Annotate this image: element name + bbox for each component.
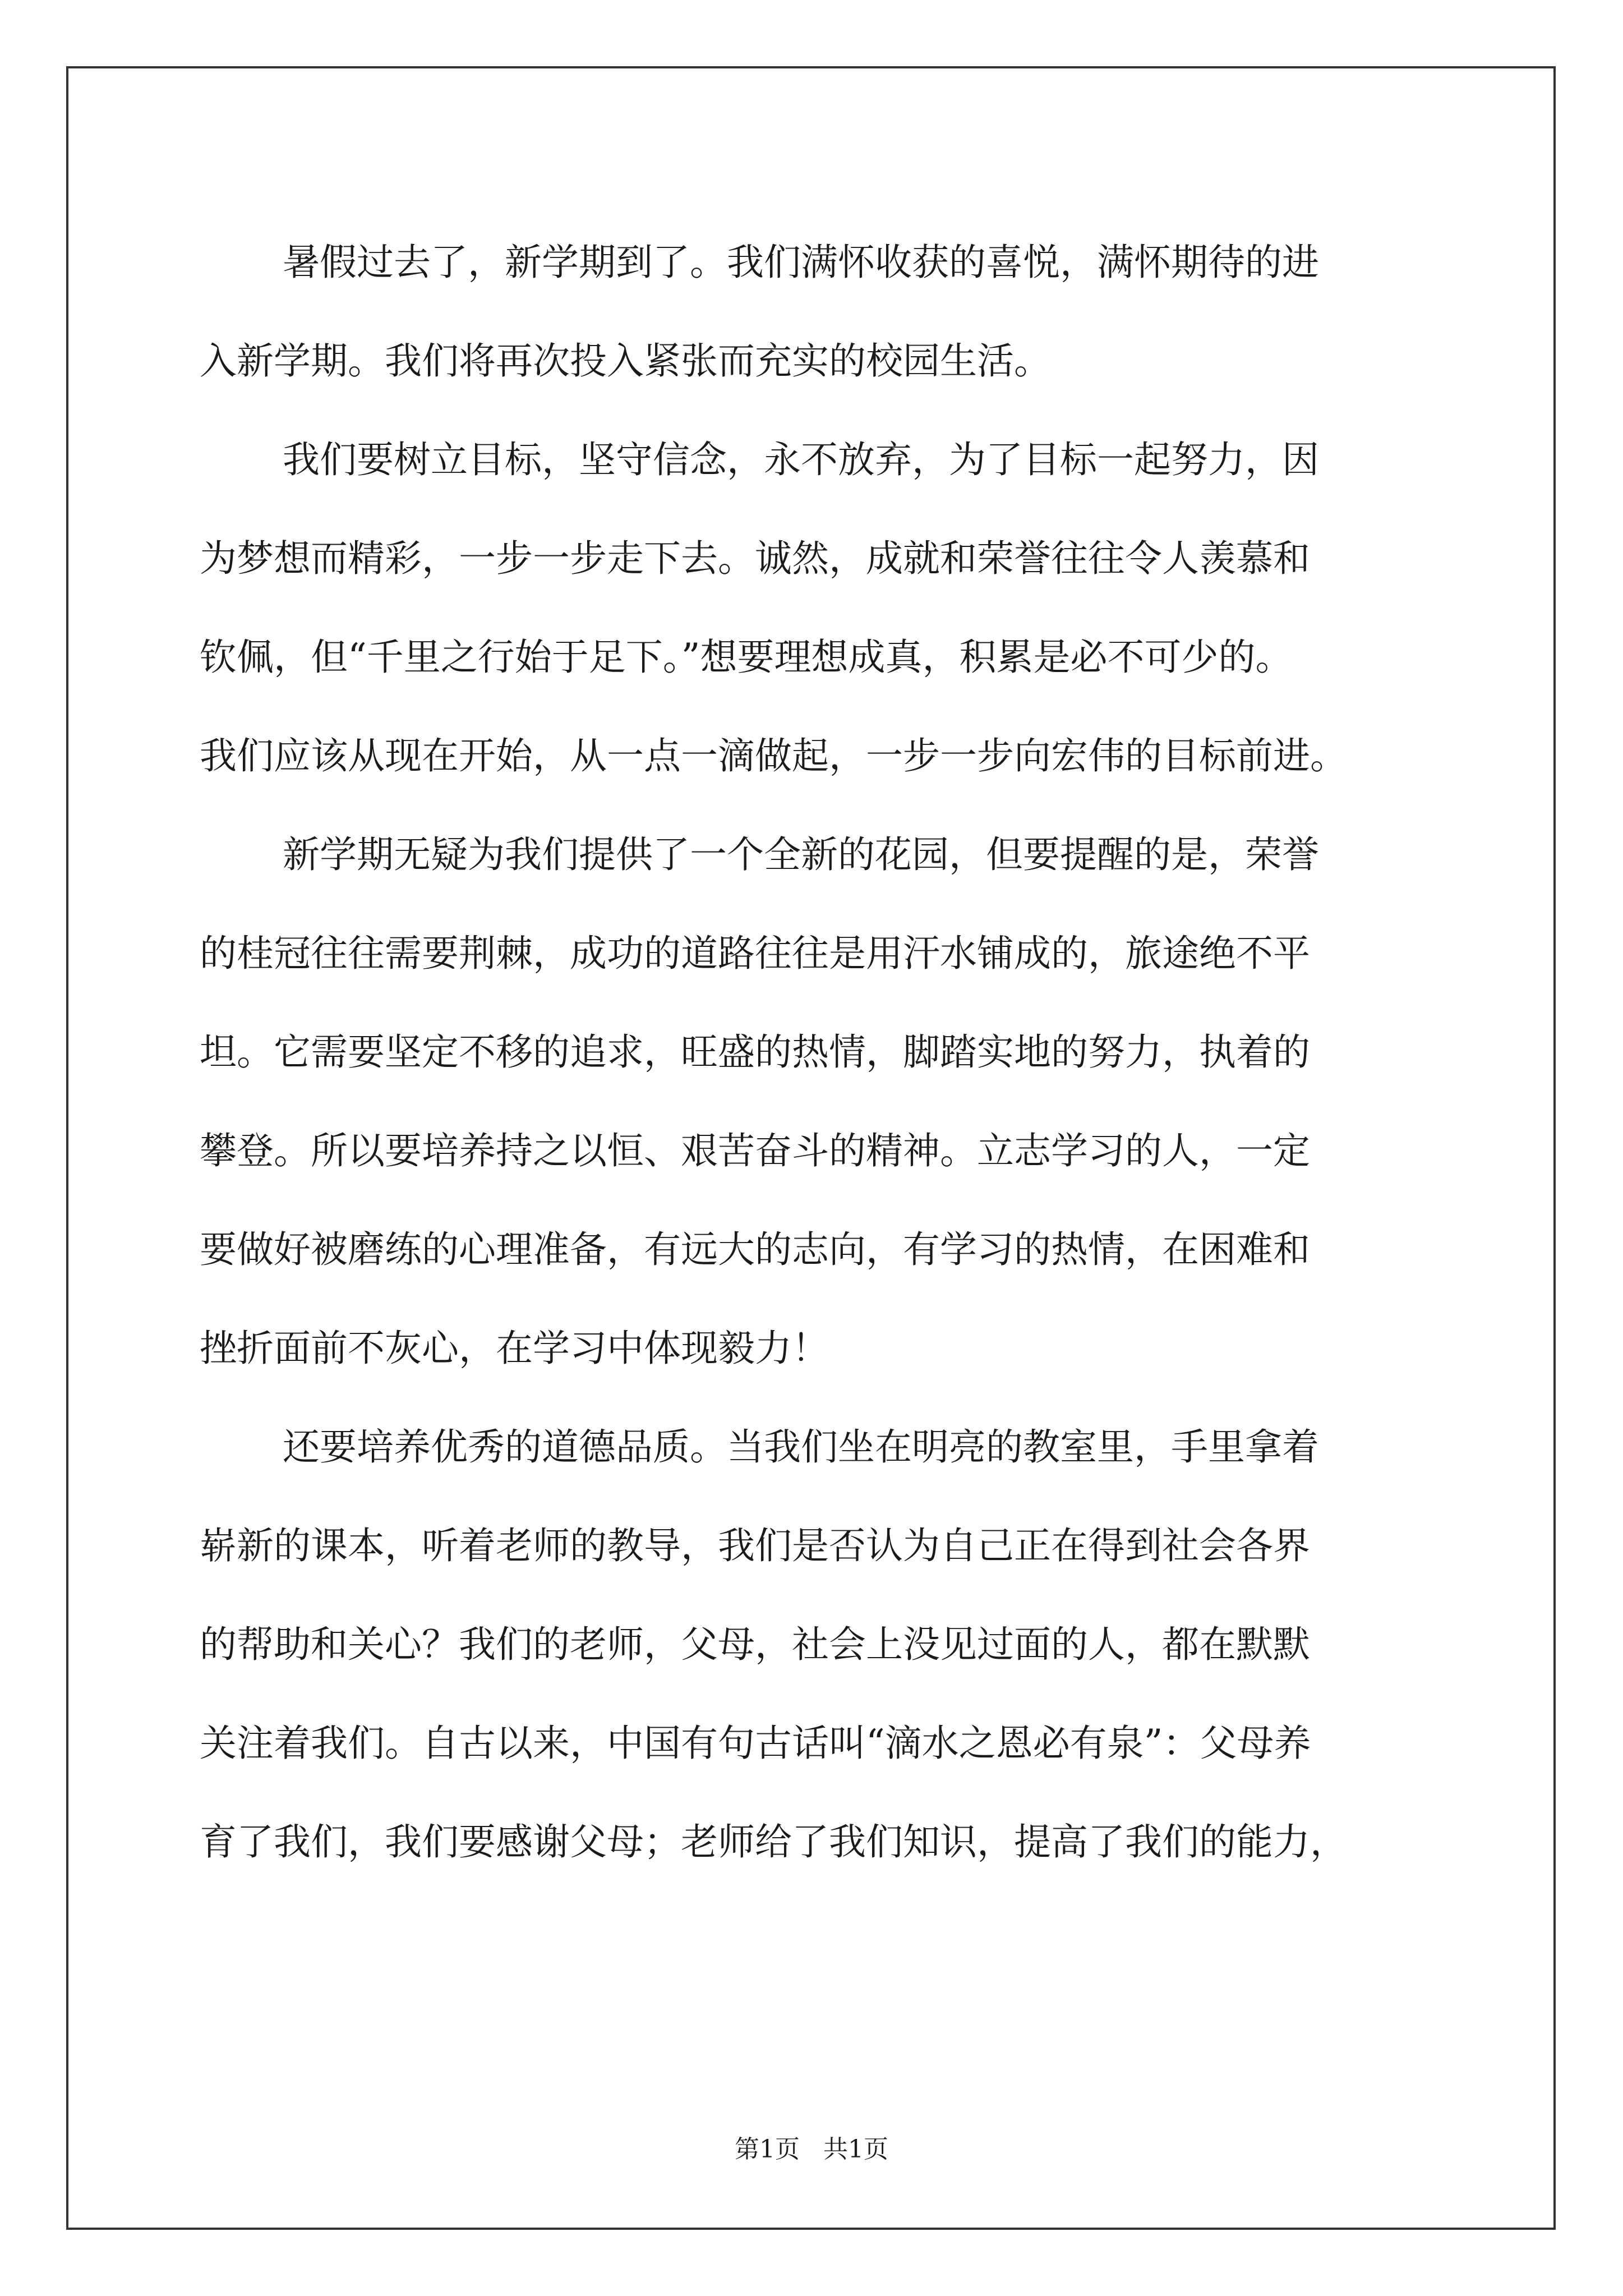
- paragraph-4-line-4: 关注着我们。自古以来，中国有句古话叫“滴水之恩必有泉”：父母养: [200, 1722, 1311, 1765]
- page-footer: [0, 2129, 1623, 2165]
- paragraph-2-line-3: 钦佩，但“千里之行始于足下。”想要理想成真，积累是必不可少的。: [200, 636, 1293, 679]
- paragraph-4-line-3: 的帮助和关心？我们的老师，父母，社会上没见过面的人，都在默默: [200, 1623, 1310, 1666]
- paragraph-3-line-1: 新学期无疑为我们提供了一个全新的花园，但要提醒的是，荣誉: [283, 833, 1319, 876]
- paragraph-2-line-1: 我们要树立目标，坚守信念，永不放弃，为了目标一起努力，因: [283, 438, 1319, 481]
- paragraph-1-line-1: 暑假过去了，新学期到了。我们满怀收获的喜悦，满怀期待的进: [283, 241, 1319, 284]
- paragraph-1-line-2: 入新学期。我们将再次投入紧张而充实的校园生活。: [200, 339, 1051, 383]
- paragraph-2-line-2: 为梦想而精彩，一步一步走下去。诚然，成就和荣誉往往令人羡慕和: [200, 537, 1310, 580]
- paragraph-3-line-6: 挫折面前不灰心，在学习中体现毅力！: [200, 1327, 829, 1370]
- paragraph-3-line-2: 的桂冠往往需要荆棘，成功的道路往往是用汗水铺成的，旅途绝不平: [200, 932, 1310, 975]
- paragraph-2-line-4: 我们应该从现在开始，从一点一滴做起，一步一步向宏伟的目标前进。: [200, 734, 1347, 777]
- page-total: 共1页: [823, 2135, 888, 2164]
- paragraph-4-line-2: 崭新的课本，听着老师的教导，我们是否认为自己正在得到社会各界: [200, 1524, 1310, 1567]
- page-number: 第1页: [735, 2135, 800, 2164]
- paragraph-3-line-4: 攀登。所以要培养持之以恒、艰苦奋斗的精神。立志学习的人，一定: [200, 1129, 1310, 1172]
- paragraph-3-line-5: 要做好被磨练的心理准备，有远大的志向，有学习的热情，在困难和: [200, 1228, 1310, 1271]
- paragraph-4-line-1: 还要培养优秀的道德品质。当我们坐在明亮的教室里，手里拿着: [283, 1425, 1319, 1469]
- paragraph-4-line-5: 育了我们，我们要感谢父母；老师给了我们知识，提高了我们的能力，: [200, 1820, 1347, 1864]
- paragraph-3-line-3: 坦。它需要坚定不移的追求，旺盛的热情，脚踏实地的努力，执着的: [200, 1030, 1310, 1074]
- document-body: [200, 213, 1433, 1892]
